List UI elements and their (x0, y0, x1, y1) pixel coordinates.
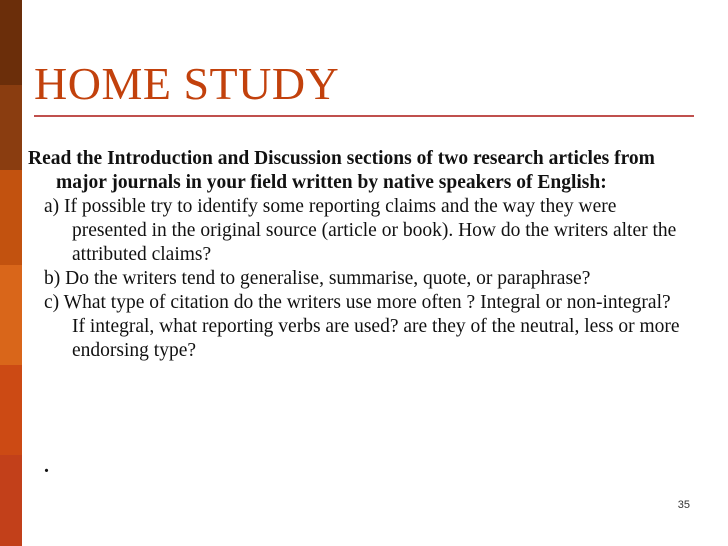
page-number: 35 (677, 499, 690, 511)
intro-paragraph: Read the Introduction and Discussion sections of two research articles from major journals in your field written by native speakers of English: (28, 148, 655, 193)
sidebar-accent (0, 0, 22, 546)
sidebar-band-4 (0, 265, 22, 365)
slide-body (28, 147, 684, 363)
item-c: c) What type of citation do the writers use more often ? Integral or non-integral? If integral, what reporting verbs are used? are they of the neutral, less or more endorsing type? (44, 292, 680, 361)
trailing-dot: . (44, 455, 49, 477)
sidebar-band-6 (0, 455, 22, 546)
item-a: a) If possible try to identify some reporting claims and the way they were presented in the original source (article or book). How do the writers alter the attributed claims? (44, 196, 677, 265)
item-b: b) Do the writers tend to generalise, summarise, quote, or paraphrase? (44, 268, 591, 289)
sidebar-band-1 (0, 0, 22, 85)
sidebar-band-2 (0, 85, 22, 170)
sidebar-band-5 (0, 365, 22, 455)
slide-title: HOME STUDY (34, 58, 340, 109)
sidebar-band-3 (0, 170, 22, 265)
title-divider (34, 115, 694, 117)
